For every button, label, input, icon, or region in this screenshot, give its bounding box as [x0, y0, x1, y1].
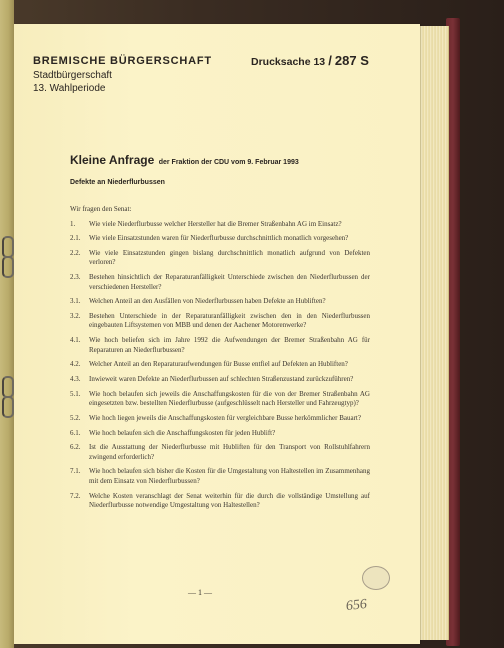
question-text: Wie hoch belaufen sich die Anschaffungskosten für jeden Hublift?: [89, 428, 276, 437]
binder-spine-edge: [0, 0, 14, 648]
question-item: [70, 467, 370, 486]
question-number: 2.3.: [70, 273, 81, 282]
question-item: [70, 234, 370, 244]
drucksache-number: 287 S: [334, 53, 369, 68]
inquiry-title-detail: der Fraktion der CDU vom 9. Februar 1993: [158, 159, 299, 166]
question-number: 6.2.: [70, 443, 81, 452]
question-item: [70, 273, 370, 292]
question-number: 5.1.: [70, 389, 81, 398]
question-item: [70, 492, 370, 511]
question-text: Wie viele Einsatzstunden waren für Niederflurbusse durchschnittlich monatlich vorgesehen?: [89, 234, 349, 243]
binder-ring: [2, 236, 14, 258]
question-number: 7.2.: [70, 491, 81, 500]
question-number: 2.2.: [70, 248, 81, 257]
drucksache-separator: /: [328, 53, 332, 68]
inquiry-title: [70, 151, 299, 169]
question-text: Wie hoch beliefen sich im Jahre 1992 die Aufwendungen der Bremer Straßenbahn AG für Reparaturen an Niederflurbussen?: [89, 336, 370, 354]
legislative-period: 13. Wahlperiode: [33, 83, 106, 94]
drucksache-reference: [251, 53, 369, 68]
question-number: 7.1.: [70, 467, 81, 476]
inquiry-title-main: Kleine Anfrage: [70, 153, 155, 167]
question-item: [70, 297, 370, 307]
question-item: [70, 443, 370, 462]
question-number: 6.1.: [70, 428, 81, 437]
question-number: 1.: [70, 219, 76, 228]
question-item: [70, 220, 370, 230]
question-text: Ist die Ausstattung der Niederflurbusse mit Hubliften für den Transport von Rollstuhlfahrern zwingend erforderlich?: [89, 443, 370, 461]
question-item: [70, 375, 370, 385]
organization-name: BREMISCHE BÜRGERSCHAFT: [33, 55, 212, 67]
chamber-name: Stadtbürgerschaft: [33, 70, 112, 81]
question-text: Welche Kosten veranschlagt der Senat weiterhin für die durch die vollständige Umstellung auf Niederflurbusse notwendige Umgestaltung von Haltestellen?: [89, 491, 370, 510]
question-item: [70, 414, 370, 424]
question-text: Wie hoch liegen jeweils die Anschaffungskosten für vergleichbare Busse herkömmlicher Bauart?: [89, 413, 361, 422]
question-number: 3.2.: [70, 311, 81, 320]
question-text: Welcher Anteil an den Reparaturaufwendungen für Busse entfiel auf Defekten an Hubliften?: [89, 360, 348, 369]
question-number: 2.1.: [70, 234, 81, 243]
question-number: 4.1.: [70, 336, 81, 345]
inquiry-subject: Defekte an Niederflurbussen: [70, 179, 165, 186]
question-item: [70, 390, 370, 409]
question-list: [70, 205, 370, 516]
question-text: Inwieweit waren Defekte an Niederflurbussen auf schlechten Straßenzustand zurückzuführen?: [89, 375, 354, 383]
question-text: Bestehen hinsichtlich der Reparaturanfälligkeit Unterschiede zwischen den Niederflurbussen der verschiedenen Hersteller?: [89, 273, 370, 291]
page-stack-edge: [418, 26, 449, 640]
question-text: Wie hoch belaufen sich jeweils die Anschaffungskosten für die von der Bremer Straßenbahn AG eingesetzten bzw. bestellten Niederflurbusse (aufgeschlüsselt nach Hersteller und Fahrzeugtyp)?: [89, 389, 370, 408]
stamp-seal-icon: [362, 566, 390, 590]
question-text: Welchen Anteil an den Ausfällen von Niederflurbussen haben Defekte an Hubliften?: [89, 297, 326, 306]
drucksache-label: Drucksache 13: [251, 56, 326, 68]
question-text: Wie viele Einsatzstunden gingen bislang durchschnittlich monatlich aufgrund von Defekten verloren?: [89, 248, 370, 267]
question-intro: Wir fragen den Senat:: [70, 205, 132, 213]
question-number: 5.2.: [70, 413, 81, 422]
question-item: [70, 249, 370, 268]
question-number: 4.3.: [70, 375, 81, 383]
handwritten-page-number: 656: [345, 596, 368, 615]
question-item: [70, 360, 370, 370]
question-text: Wie hoch belaufen sich bisher die Kosten für die Umgestaltung von Haltestellen im Zusammenhang mit dem Einsatz von Niederflurbussen?: [89, 467, 370, 485]
question-text: Bestehen Unterschiede in der Reparaturanfälligkeit zwischen den in den Niederflurbussen eingebauten Liftsystemen von MBB und denen der Aachener Motorenwerke?: [89, 311, 370, 330]
binder-ring: [2, 256, 14, 278]
question-item: [70, 312, 370, 331]
question-item: [70, 336, 370, 355]
question-text: Wie viele Niederflurbusse welcher Hersteller hat die Bremer Straßenbahn AG im Einsatz?: [89, 219, 342, 228]
binder-ring: [2, 396, 14, 418]
question-number: 4.2.: [70, 360, 81, 369]
binder-ring: [2, 376, 14, 398]
page-number: — 1 —: [188, 588, 212, 597]
question-item: [70, 429, 370, 439]
question-number: 3.1.: [70, 297, 81, 306]
